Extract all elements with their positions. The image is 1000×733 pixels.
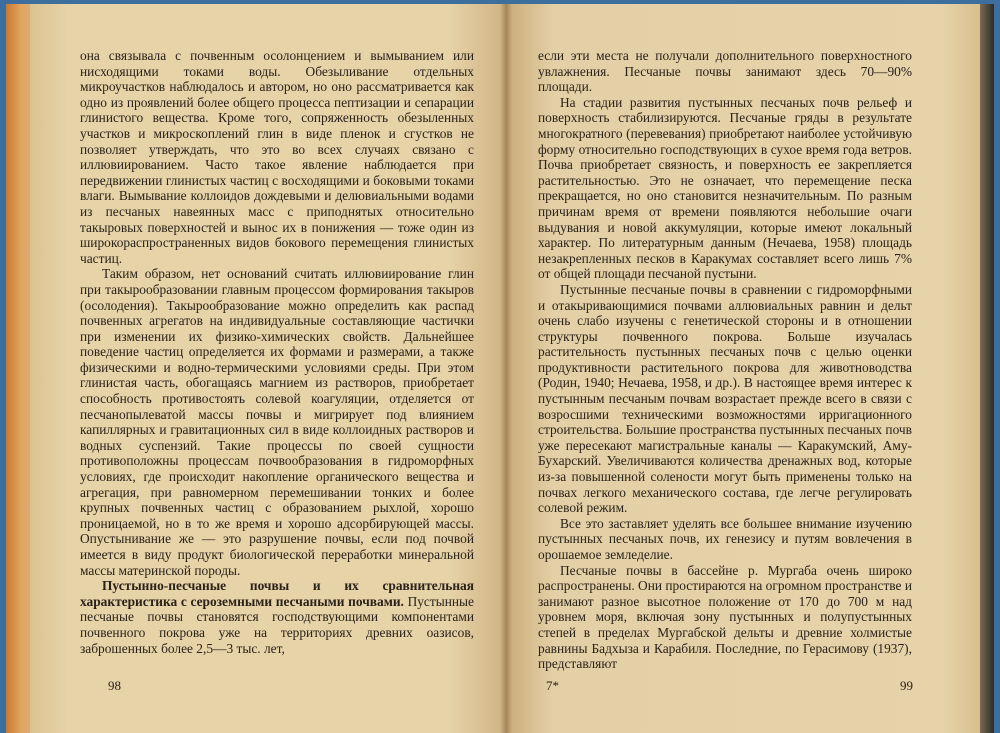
right-paragraph: На стадии развития пустынных песчаных почв рельеф и поверхность стабилизируются. Песчаные гряды в результате многократного (перевевания) приобретают наиболее устойчивую форму относительно господствующих в сухое время года ветров. Почва приобретает связность, и поверхность ее закрепляется растительностью. Это не означает, что перемещение песка прекращается, но оно становится незначительным. По разным причинам время от времени появляются небольшие очаги выдувания и новой аккумуляции, которые имеют локальный характер. По литературным данным (Нечаева, 1958) площадь незакрепленных песков в Каракумах составляет всего лишь 7% от общей площади песчаной пустыни. (538, 94, 912, 282)
right-page-text (538, 48, 912, 672)
page-stack-edge (980, 4, 994, 733)
left-paragraph: она связывала с почвенным осолонцением и вымыванием или нисходящими токами воды. Обезыливание отдельных микроучастков наблюдалось и автором, но оно рассматривается как одно из проявлений более общего процесса пептизации и сепарации глинистого вещества. Кроме того, сопряженность обезыленных участков и микроскоплений глин в виде пленок и сгустков не позволяет утверждать, что это во всех случаях связано с иллювиированием. Часто такое явление наблюдается при передвижении глинистых частиц с восходящими и боковыми токами влаги. Вымывание коллоидов дождевыми и делювиальными водами из песчаных навеянных масс с приподнятых относительно такыровых поверхностей и вынос их в понижения — тоже один из широкораспространенных видов бокового перемещения глинистых частиц. (80, 48, 474, 266)
open-book (6, 4, 992, 733)
book-gutter (500, 4, 512, 733)
signature-mark: 7* (546, 678, 559, 693)
right-paragraph: Песчаные почвы в бассейне р. Мургаба очень широко распространены. Они простираются на огромном пространстве и занимают разное высотное положение от 170 до 700 м над уровнем моря, включая зону пустынных и полупустынных степей в пределах Мургабской дельты и древние холмистые равнины Бадхыза и Карабиля. Последние, по Герасимову (1937), представляют (538, 562, 913, 672)
left-paragraph: Таким образом, нет оснований считать иллювиирование глин при такырообразовании главным процессом формирования такыров (осолодения). Такырообразование можно определить как распад почвенных агрегатов на индивидуальные составляющие частички при изменении их физико-химических свойств. Дальнейшее поведение частиц определяется их формами и размерами, а также физическими и водно-термическими условиями среды. При этом глинистая часть, обогащаясь магнием из растворов, приобретает способность противостоять солевой коагуляции, отделяется от песчанопылеватой массы почвы и мигрирует под влиянием капиллярных и гравитационных сил в виде коллоидных растворов и водных суспензий. Такие процессы по своей сущности противоположны процессам почвообразования в гидроморфных условиях, где происходит накопление органического вещества и агрегация, при равномерном перемешивании тонких и более крупных почвенных частиц с образованием рыхлой, хорошо проницаемой, но в то же время и хорошо адсорбирующей массы. Опустынивание же — это разрушение почвы, если под почвой имеется в виду продукт биологической переработки минеральной массы материнской породы. (80, 266, 474, 578)
page-number-left: 98 (108, 678, 121, 693)
left-page-text (80, 48, 474, 656)
right-paragraph: если эти места не получали дополнительного поверхностного увлажнения. Песчаные почвы занимают здесь 70—90% площади. (538, 48, 912, 95)
right-paragraph: Пустынные песчаные почвы в сравнении с гидроморфными и отакыривающимися почвами аллювиальных равнин и дельт очень слабо изучены с генетической стороны и в отношении структуры почвенного покрова. Больше изучалась растительность пустынных песчаных почв с целью оценки продуктивности растительного покрова для животноводства (Родин, 1940; Нечаева, 1958, и др.). В настоящее время интерес к пустынным песчаным почвам возрастает прежде всего в связи с возросшими техническими возможностями ирригационного строительства. Большие пространства пустынных песчаных почв уже пересекают магистральные каналы — Каракумский, Аму-Бухарский. Увеличиваются количества дренажных вод, которые из-за повышенной солености могут быть применены только на почвах легкого механического состава, где легче регулировать солевой режим. (538, 281, 912, 516)
section-paragraph (80, 578, 474, 656)
section-heading-tail: Пустынные песчаные почвы становятся господствующими компонентами почвенного покрова уже на территориях древних оазисов, заброшенных более 2,5—3 тыс. лет, (80, 593, 474, 656)
right-paragraph: Все это заставляет уделять все большее внимание изучению пустынных песчаных почв, их генезису и путям вовлечения в орошаемое земледелие. (538, 515, 912, 562)
page-number-right: 99 (900, 678, 913, 693)
section-heading: Пустынно-песчаные почвы и их сравнительная характеристика с сероземными песчаными почвами. (80, 578, 474, 609)
